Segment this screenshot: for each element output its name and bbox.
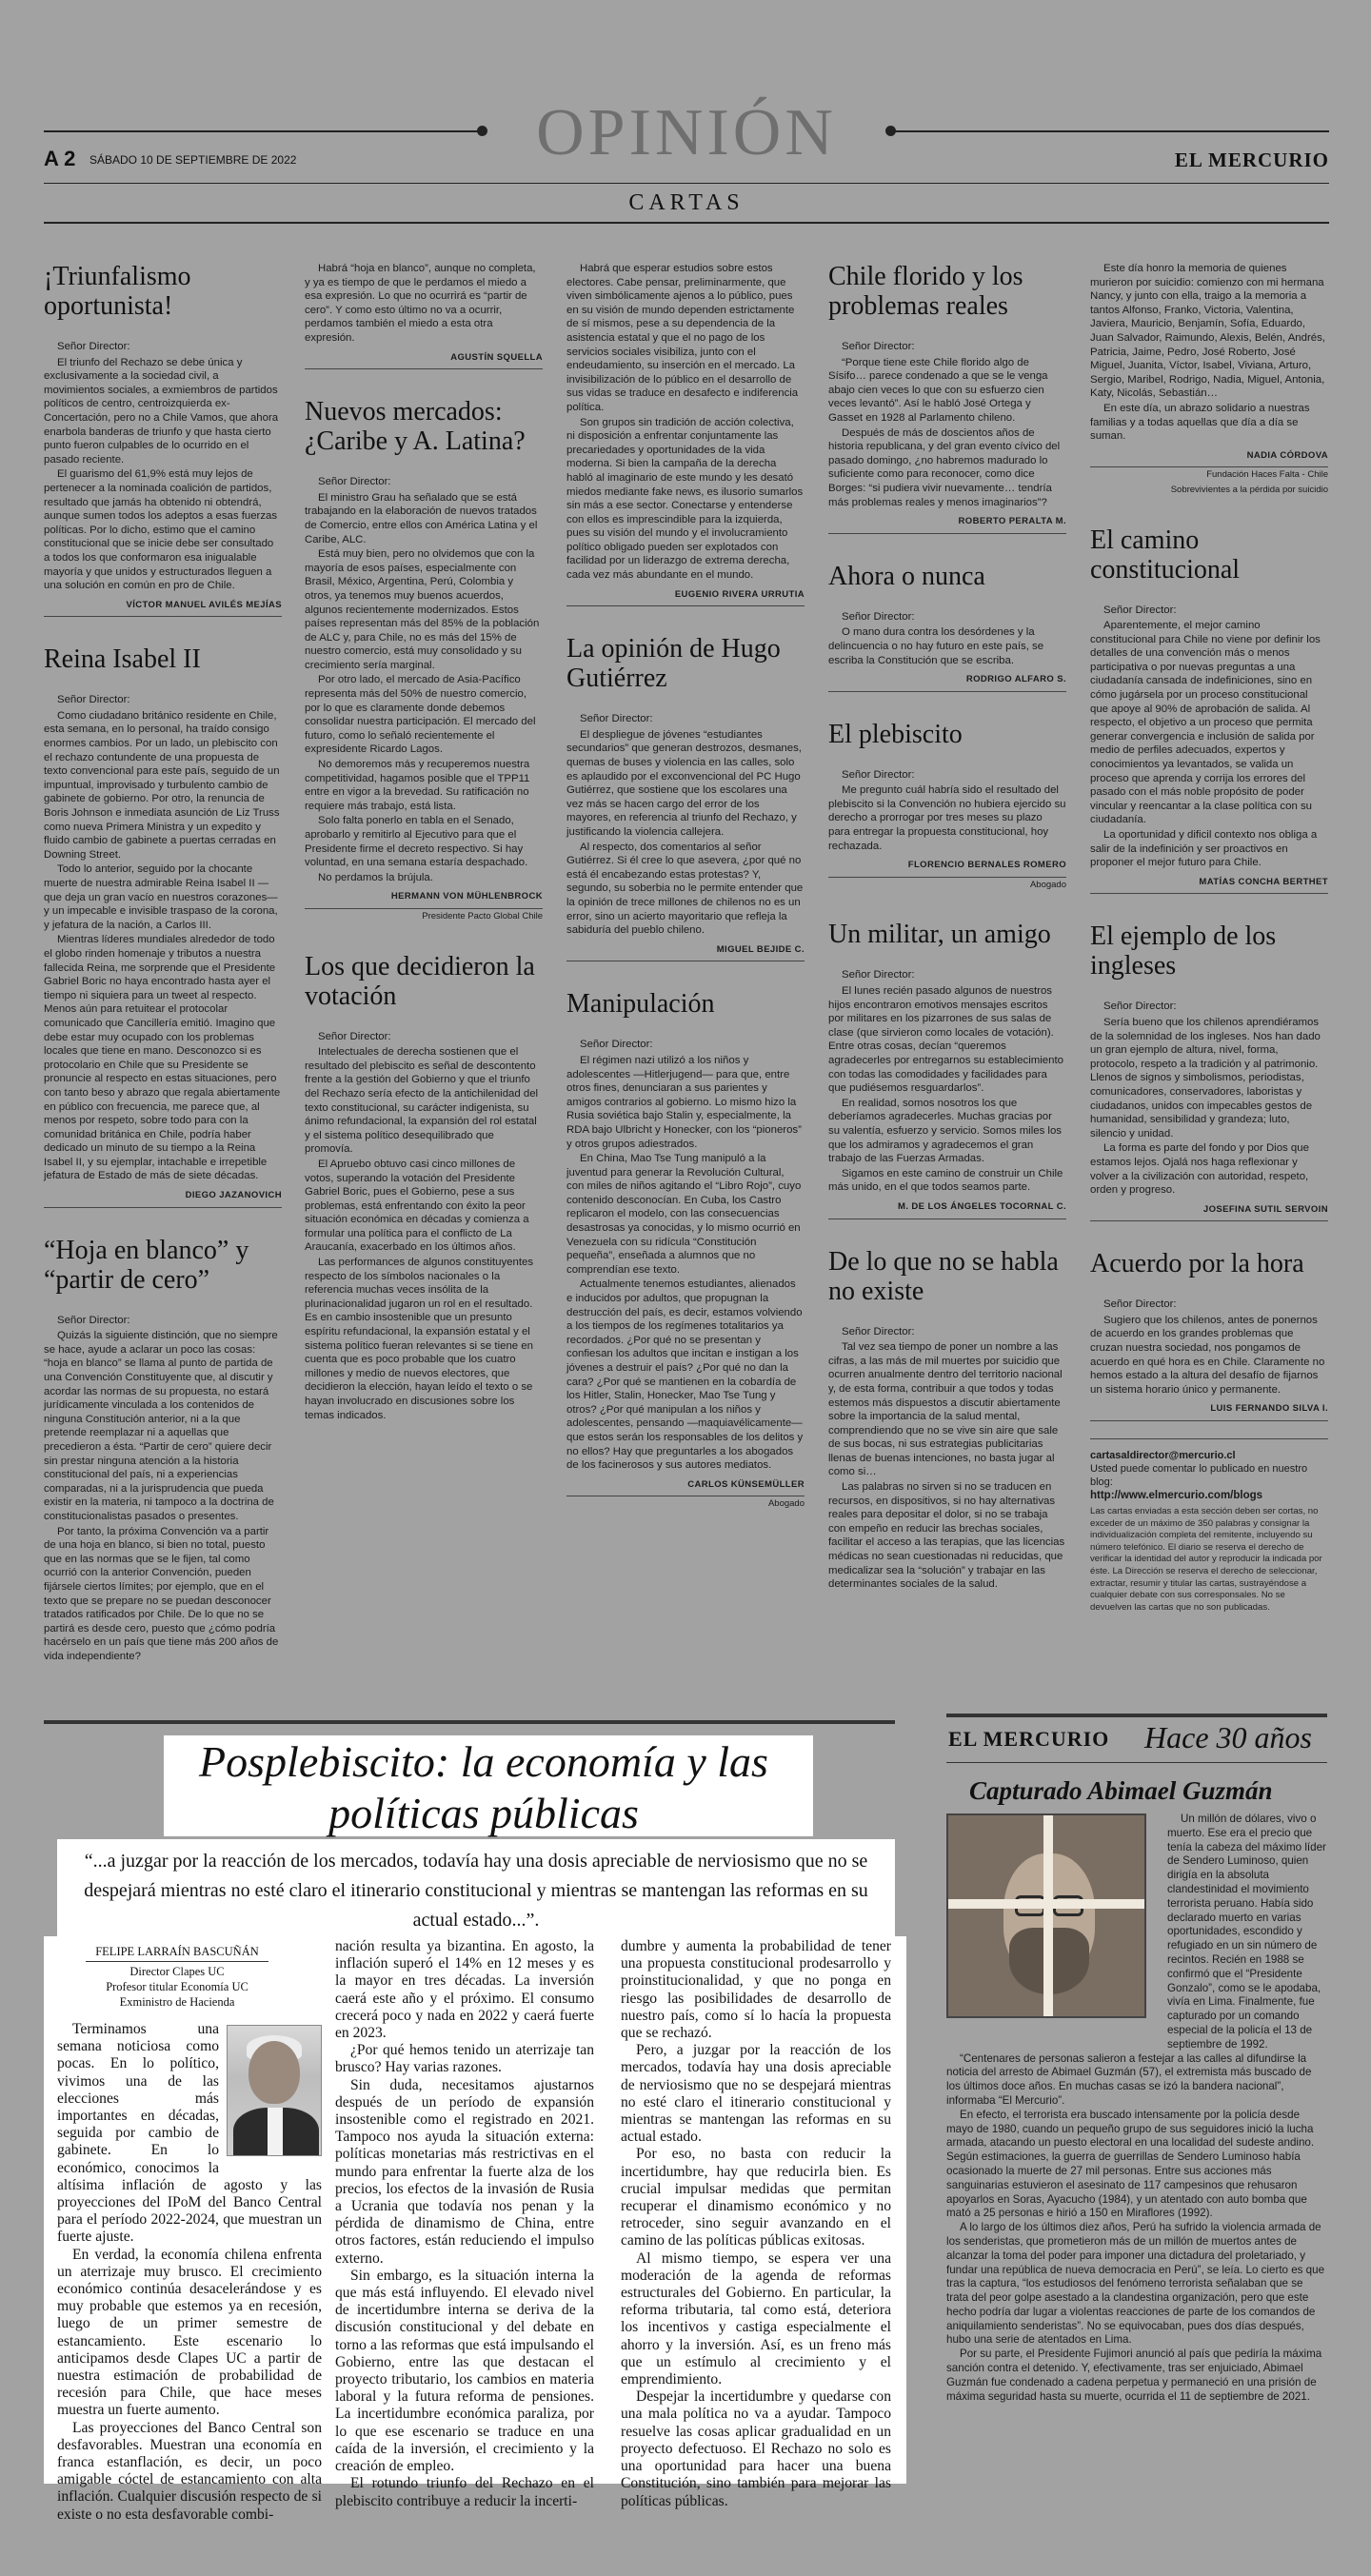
letter-noexiste xyxy=(828,1247,1066,1592)
letter-signature: JOSEFINA SUTIL SERVOIN xyxy=(1090,1203,1328,1222)
bottom-section-rule xyxy=(44,1720,895,1724)
page-number: A 2 xyxy=(44,147,76,170)
column-text-2 xyxy=(335,1938,594,2510)
letters-column-5 xyxy=(1090,262,1328,1614)
letter-paragraph: El Apruebo obtuvo casi cinco millones de votos, superando la votación del Presidente Gabriel Boric, pues el Gobierno, pese a sus problemas, está enfrentando con éxito la peor situación económica en décadas y comienza a formular una política para el conflicto de La Araucanía, exacerbado en los últimos años. xyxy=(305,1158,529,1254)
letter-triunfalismo xyxy=(44,262,282,617)
h30-paragraph: A lo largo de los últimos diez años, Perú ha sufrido la violencia armada de los senderistas, que prometieron más de un millón de muertos antes de alcanzar la toma del poder para imponer una dictadura del proletariado, y fundar una república de nueva democracia en Perú”, se leía. Lo cierto es que tras la captura, “los estudiosos del fenómeno terrorista señalaban que se trata del peor golpe asestado a la clandestina organización, pero que este hecho podría dar lugar a violentas reacciones de parte de los comandos de aniquilamiento senderistas”. No se equivocaban, pues dos días después, hubo una serie de atentados en Lima. xyxy=(946,2221,1325,2347)
letter-signature: EUGENIO RIVERA URRUTIA xyxy=(566,588,805,607)
letter-paragraph: Sigamos en este camino de construir un Chile más unido, en el que todos seamos parte. xyxy=(828,1167,1063,1194)
letter-signature: AGUSTÍN SQUELLA xyxy=(305,351,543,370)
letter-title: El camino constitucional xyxy=(1090,525,1241,585)
letter-signature: CARLOS KÜNSEMÜLLER xyxy=(566,1478,805,1497)
column-text-3 xyxy=(621,1938,891,2510)
letter-paragraph: La oportunidad y dificil contexto nos obliga a salir de la indefinición y ser proactivos en proponer el mejor futuro para Chile. xyxy=(1090,829,1318,869)
letter-salutation: Señor Director: xyxy=(57,694,130,706)
letter-paragraph: Intelectuales de derecha sostienen que el resultado del plebiscito es señal de descontento frente a la gestión del Gobierno y que el triunfo del Rechazo sería efecto de la antichilenidad del texto constitucional, su carácter indigenista, su ánimo refundacional, la expansión del rol estatal y el sistema político desequilibrado que promovía. xyxy=(305,1046,539,1156)
hace-30-anos-box xyxy=(946,1714,1327,2403)
letter-paragraph: Tal vez sea tiempo de poner un nombre a las cifras, a las más de mil muertes por suicidio que ocurren anualmente dentro del territorio nacional y, de esta forma, contribuir a que todos y todas estemos más dispuestos a discutir abiertamente sobre la importancia de la salud mental, comprendiendo que no se vive sin aire que sale de sus bocas, ni sus estrategias publicitarias llenas de buenas intenciones, no basta jugar al como si… xyxy=(828,1341,1063,1478)
letter-salutation: Señor Director: xyxy=(842,610,915,623)
masthead-rule-right xyxy=(891,130,1329,132)
column-paragraph: Terminamos una semana noticiosa como pocas. En lo político, vivimos una de las elecciones más importantes en décadas, seguida por cambio de gabinete. En lo económico, conocimos la altísima inflación de agosto y las proyecciones del IPoM del Banco Central para el período 2022-2024, que muestran un fuerte ajuste. xyxy=(57,2021,322,2246)
letter-paragraph: Las palabras no sirven si no se traducen en recursos, en dispositivos, si no hay alternativas reales para depositar el dolor, si no se trabaja con empeño en reducir las brechas sociales, facilitar el acceso a las terapias, que las licencias médicas no sean cuestionadas ni reducidas, que medicalizar sea la “solución” y trabajar en las determinantes sociales de la salud. xyxy=(828,1481,1065,1591)
column-paragraph: Por eso, no basta con reducir la incertidumbre, hay que reducirla bien. Es crucial impulsar medidas que permitan recuperar el dinamismo económico y no retroceder, sino seguir avanzando en el camino de las políticas públicas exitosas. xyxy=(621,2146,891,2249)
column-paragraph: Despejar la incertidumbre y quedarse con una mala política no va a ayudar. Tampoco resuelve las cosas aplicar gradualidad en un proyecto defectuoso. El Rechazo no solo es una oportunidad para hacer una buena Constitución, sino también para mejorar las políticas públicas. xyxy=(621,2388,891,2509)
letter-signature: M. DE LOS ÁNGELES TOCORNAL C. xyxy=(828,1200,1066,1219)
letter-signature: MATÍAS CONCHA BERTHET xyxy=(1090,876,1328,895)
letter-salutation: Señor Director: xyxy=(318,1030,391,1042)
letter-paragraph: Me pregunto cuál habría sido el resultado del plebiscito si la Convención no hubiera ejercido su derecho a prorrogar por tres meses su plazo para entregar la propuesta constitucional, hoy rechazada. xyxy=(828,784,1066,852)
letter-salutation: Señor Director: xyxy=(57,1314,130,1326)
h30-rule-top xyxy=(946,1714,1327,1717)
letters-column-3 xyxy=(566,262,805,1513)
letter-title: Reina Isabel II xyxy=(44,644,201,675)
letter-signature: NADIA CÓRDOVA xyxy=(1090,449,1328,468)
letter-paragraph: Las performances de algunos constituyentes respecto de los símbolos nacionales o la referencia muchas veces insólita de la plurinacionalidad jugaron un rol en el resultado. Es en cambio insostenible que un presunto espíritu refundacional, la expansión estatal y el sistema político fueran relevantes si se tiene en cuenta que es poco probable que los cuatro millones y medio de nuevos electores, que decidieron la elección, hayan leído el texto o se hayan involucrado en discusiones sobre los temas indicados. xyxy=(305,1257,534,1421)
column-paragraph: Las proyecciones del Banco Central son desfavorables. Muestran una economía en franca estanflación, es decir, un poco amigable cóctel de estancamiento con alta inflación. Cualquier discusión respecto de si existe o no esta desfavorable combi- xyxy=(57,2419,322,2523)
letter-paragraph: Habrá que esperar estudios sobre estos electores. Cabe pensar, preliminarmente, que viven simbólicamente ajenos a lo público, pues en su visión de mundo dependen estrictamente de sí mismos, pese a su dependencia de la asistencia estatal y que el no pago de los servicios sociales visibiliza, junto con el endeudamiento, su inserción en el mercado. La invisibilización de lo público en el desarrollo de sus vidas se traduce en desafecto e indiferencia política. xyxy=(566,263,799,413)
letter-paragraph: No demoremos más y recuperemos nuestra competitividad, hagamos posible que el TPP11 entre en vigor a la brevedad. Su ratificación no requiere más trabajo, está lista. xyxy=(305,759,530,812)
h30-body xyxy=(946,1813,1327,2404)
letter-paragraph: El ministro Grau ha señalado que se está trabajando en la elaboración de nuevos tratados de Comercio, entre ellos con América Latina y el Caribe, ALC. xyxy=(305,491,538,545)
letter-title: Manipulación xyxy=(566,989,715,1020)
letter-title: El plebiscito xyxy=(828,719,963,749)
letters-policy: Las cartas enviadas a esta sección deben ser cortas, no exceder de un máximo de 350 palabras y consignar la individualización completa del remitente, incluyendo su número telefónico. El diario se reserva el derecho de verificar la identidad del autor y reproducir la indicada por éste. La Dirección se reserva el derecho de seleccionar, extractar, resumir y titular las cartas, sustrayéndose a cualquier debate con sus corresponsales. No se devuelven las cartas que no son publicadas. xyxy=(1090,1506,1322,1613)
letter-signature: MIGUEL BEJIDE C. xyxy=(566,943,805,962)
letter-salutation: Señor Director: xyxy=(1103,1001,1177,1013)
letters-column-4 xyxy=(828,262,1066,1593)
blog-intro: Usted puede comentar lo publicado en nuestro blog: xyxy=(1090,1463,1308,1489)
letter-signature: HERMANN VON MÜHLENBROCK xyxy=(305,890,543,909)
letters-email-link[interactable]: cartasaldirector@mercurio.cl xyxy=(1090,1450,1236,1462)
letter-title: “Hoja en blanco” y “partir de cero” xyxy=(44,1235,249,1295)
letter-title: La opinión de Hugo Gutiérrez xyxy=(566,634,781,694)
h30-banner xyxy=(946,1720,1327,1758)
column-author xyxy=(86,1944,268,2010)
letter-title: Los que decidieron la votación xyxy=(305,951,535,1011)
letter-title: El ejemplo de los ingleses xyxy=(1090,921,1277,981)
letter-paragraph: En realidad, somos nosotros los que deberíamos agradecerles. Muchas gracias por su valentía, esfuerzo y servicio. Somos miles los que los admiramos y agradecemos el gran trabajo de las Fuerzas Armadas. xyxy=(828,1097,1062,1165)
h30-paragraph: Un millón de dólares, vivo o muerto. Ese era el precio que tenía la cabeza del máximo líder de Sendero Luminoso, quien dirigía en la absoluta clandestinidad el movimiento terrorista peruano. Había sido declarado muerto en varias oportunidades, escondido y refugiado en un sin número de recintos. Recién en 1988 se confirmó que el “Presidente Gonzalo”, como se le apodaba, vivía en Lima. Finalmente, fue capturado por un comando especial de la policía el 13 de septiembre de 1992. xyxy=(1167,1813,1326,2051)
letter-paragraph: Aparentemente, el mejor camino constitucional para Chile no viene por definir los detalles de una convención más o menos participativa o por nuevas preguntas a una ciudadanía cansada de indefiniciones, sino en cómo jugársela por un proceso constitucional que apoye al 90% de aprobación de salida. Al respecto, el objetivo a un proceso que permita generar convergencia e inclusión de salida por medio de perfiles adecuados, expertos y conocimientos ya levantados, se valida un proceso que aprenda y corrija los errores del pasado con el más noble propósito de poder vincular y reencantar a la clase política con su ciudadanía. xyxy=(1090,620,1321,826)
letter-florido xyxy=(828,262,1066,534)
section-title: OPINIÓN xyxy=(536,96,837,169)
letter-title: Un militar, un amigo xyxy=(828,920,1051,950)
letter-signature-role: Presidente Pacto Global Chile xyxy=(422,910,543,921)
letter-signature-role: Fundación Haces Falta - Chile xyxy=(1206,469,1328,481)
letter-signature: LUIS FERNANDO SILVA I. xyxy=(1090,1402,1328,1421)
letter-paragraph: Actualmente tenemos estudiantes, alienados e inducidos por adultos, que propugnan la destrucción del país, es decir, estamos volviendo a los tiempos de los regímenes totalitarios ya recordados. ¿Por qué no se presentan y confiesan los adultos que incitan e instigan a los jóvenes a destruir el país? ¿Por qué no dan la cara? ¿Por qué se mantienen en la cobardía de los Hitler, Stalin, Honecker, Mao Tse Tung y otros? ¿Por qué manipulan a los niños y adolescentes, pensando —maquiavélicamente— que estos serán los responsables de los delitos y no ellos? Hay que preguntarles a los abogados de los facinerosos y sus autores mediatos. xyxy=(566,1278,804,1472)
letter-ingleses xyxy=(1090,921,1328,1221)
letter-signature: FLORENCIO BERNALES ROMERO xyxy=(828,859,1066,878)
letter-paragraph: Habrá “hoja en blanco”, aunque no completa, y ya es tiempo de que le perdamos el miedo a esa expresión. Lo que no ocurrirá es “partir de cero”. Y como esto último no va a ocurrir, perdamos también el miedo a esta otra expresión. xyxy=(305,263,536,344)
newspaper-name: EL MERCURIO xyxy=(1174,149,1329,171)
letter-gutierrez xyxy=(566,634,805,961)
letter-plebiscito xyxy=(828,720,1066,893)
letter-paragraph: Por tanto, la próxima Convención va a partir de una hoja en blanco, si bien no total, puesto que en las normas que se le fijen, tal como ocurrió con la anterior Convención, pueden fijársele ciertos límites; por ejemplo, que en el texto que se prepare no se puedan desconocer tratados ratificados por Chile. De lo que no se partirá es desde cero, puesto que ¿cómo podría hacérselo en un país que tiene más 200 años de vida independiente? xyxy=(44,1525,279,1662)
letter-paragraph: “Porque tiene este Chile florido algo de Sísifo… parece condenado a que se le venga abajo cien veces lo que con su esfuerzo cien veces levantó”. Así le habló José Ortega y Gasset en 1928 al Parlamento chileno. xyxy=(828,356,1048,424)
column-paragraph: Al mismo tiempo, se espera ver una moderación de la agenda de reformas estructurales del Gobierno. En particular, la reforma tributaria, tal como está, deteriora los incentivos y castiga especialmente el ahorro y la inversión. Así, es un freno más que un estímulo al crecimiento y el emprendimiento. xyxy=(621,2249,891,2388)
letter-paragraph: Solo falta ponerlo en tabla en el Senado, aprobarlo y remitirlo al Ejecutivo para que el Presidente firme el decreto respectivo. Si hay voluntad, en una semana estaría despachado. xyxy=(305,815,528,869)
letter-militar xyxy=(828,920,1066,1219)
h30-rule-bottom xyxy=(946,1762,1327,1763)
letter-signature: ROBERTO PERALTA M. xyxy=(828,515,1066,534)
letter-acuerdo xyxy=(1090,1249,1328,1421)
letter-salutation: Señor Director: xyxy=(842,341,915,352)
author-role: Director Clapes UC xyxy=(129,1965,225,1978)
letter-paragraph: Mientras líderes mundiales alrededor de todo el globo rinden homenaje y tributos a nuestra fallecida Reina, me sorprende que el Presidente Gabriel Boric no haya encontrado hasta ayer el tiempo ni siquiera para un tweet al respecto. Menos aún para retuitear el protocolar comunicado que Cancillería emitió. Imagino que debe estar muy ocupado con los problemas locales que tiene en mano. Desconozco si es protocolario en Chile que su Presidente se pronuncie al respecto en estas situaciones, pero con tanto beso y abrazo que regala abiertamente en público con frecuencia, me parece que, al menos por respeto, sobre todo para con la comunidad británica en Chile, podría haber dedicado un minuto de su tiempo a la Reina Isabel II, y su ejemplar, intachable e irrepetible jefatura de Estado de más de siete décadas. xyxy=(44,934,281,1182)
letter-paragraph: El despliegue de jóvenes “estudiantes secundarios” que generan destrozos, desmanes, quemas de buses y violencia en las calles, solo es aplaudido por el exconvencional del PC Hugo Gutiérrez, que sostiene que los escolares una vez más se hacen cargo del error de los mayores, en referencia al triunfo del Rechazo, y justificando la violencia callejera. xyxy=(566,728,802,838)
letter-title: Chile florido y los problemas reales xyxy=(828,262,1023,321)
letter-paragraph: No perdamos la brújula. xyxy=(318,871,433,883)
column-paragraph: El rotundo triunfo del Rechazo en el plebiscito contribuye a reducir la incerti- xyxy=(335,2475,594,2509)
letter-paragraph: Al respecto, dos comentarios al señor Gutiérrez. Si él cree lo que asevera, ¿por qué no está él encabezando estas protestas? Y, segundo, su soberbia no le permite entender que la opinión de trece millones de chilenos no es un error, sino un acierto mayoritario que refleja la sabiduría del pueblo chileno. xyxy=(566,841,804,937)
letter-paragraph: Por otro lado, el mercado de Asia-Pacífico representa más del 50% de nuestro comercio, por lo que es claramente donde debemos consolidar nuestra participación. El mercado del futuro, como lo señaló recientemente el expresidente Ricardo Lagos. xyxy=(305,674,536,756)
column-paragraph: Sin embargo, es la situación interna la que más está influyendo. El elevado nivel de incertidumbre interna se deriva de la discusión constitucional y del debate en torno a las reformas que está impulsando el Gobierno, entre las que destacan el proyecto tributario, los cambios en materia laboral y la futura reforma de pensiones. La incertidumbre económica paraliza, por lo que ese escenario se traduce en una caída de la inversión, el crecimiento y la creación de empleo. xyxy=(335,2267,594,2475)
section-rule-top xyxy=(44,183,1329,184)
column-paragraph: En verdad, la economía chilena enfrenta un aterrizaje muy brusco. El crecimiento económico continúa desacelerándose y es muy probable que estemos ya en recesión, luego de un primer semestre de estancamiento. Este escenario lo anticipamos desde Clapes UC a partir de nuestra estimación de probabilidad de recesión para Chile, que hace meses muestra un fuerte aumento. xyxy=(57,2246,322,2419)
letter-paragraph: Sería bueno que los chilenos aprendiéramos de la solemnidad de los ingleses. Nos han dado un gran ejemplo de altura, nivel, forma, protocolo, respeto a la tradición y al patrimonio. Llenos de signos y simbolismos, periodistas, comunicadores, conservadores, laboristas y ciudadanos, unidos con impecables gestos de humanidad, sensibilidad y grandeza; luto, silencio y unidad. xyxy=(1090,1016,1321,1139)
letter-salutation: Señor Director: xyxy=(318,476,391,488)
subsection-title: CARTAS xyxy=(628,190,745,215)
masthead xyxy=(44,88,1329,230)
letter-paragraph: La forma es parte del fondo y por Dios que estamos lejos. Ojalá nos haga reflexionar y volver a la civilización con autoridad, respeto, orden y progreso. xyxy=(1090,1142,1309,1197)
issue-date: SÁBADO 10 DE SEPTIEMBRE DE 2022 xyxy=(89,153,297,167)
column-text-1 xyxy=(57,2021,322,2524)
h30-paper-name: EL MERCURIO xyxy=(948,1727,1110,1751)
h30-paragraph: Por su parte, el Presidente Fujimori anunció al país que pediría la máxima sanción contra el detenido. Y, efectivamente, tras ser enjuiciado, Abimael Guzmán fue condenado a cadena perpetua y permaneció en una prisión de máxima seguridad hasta su muerte, ocurrida el 11 de septiembre de 2021. xyxy=(946,2348,1322,2403)
letter-camino xyxy=(1090,525,1328,895)
letter-paragraph: Después de más de doscientos años de historia republicana, y del gran evento cívico del pasado domingo, ¿no habremos madurado lo suficiente como para reconocer, como dice Borges: “si pudiera vivir nuevamente… tendría más problemas reales y menos imaginarios”? xyxy=(828,426,1061,508)
letter-paragraph: Este día honro la memoria de quienes murieron por suicidio: comienzo con mi hermana Nancy, y junto con ella, traigo a la memoria a tantos Alfonso, Franko, Victoria, Valentina, Javiera, Mauricio, Benjamín, Sofía, Eduardo, Juan Salvador, Raimundo, Alexis, Belén, Andrés, Patricia, Jaime, Pedro, José Roberto, José Miguel, Juanita, Víctor, Isabel, Viviana, Arturo, Sergio, Maribel, Rodrigo, Nadia, Miguel, Antonia, Katy, Nicolás, Sebastián… xyxy=(1090,263,1325,400)
letter-mercados xyxy=(305,397,543,923)
column-paragraph: ¿Por qué hemos tenido un aterrizaje tan brusco? Hay varias razones. xyxy=(335,2042,594,2076)
letter-title: Ahora o nunca xyxy=(828,561,985,591)
author-role: Profesor titular Economía UC xyxy=(106,1980,248,1993)
column-paragraph: Sin duda, necesitamos ajustarnos después de un período de expansión insostenible como el registrado en 2021. Tampoco nos ayuda la situación externa: políticas monetarias más restrictivas en el mundo para enfrentar la fuerte alza de los precios, los efectos de la invasión de Rusia a Ucrania que todavía nos penan y la pérdida de dinamismo de China, entre otros factores, están reduciendo el impulso externo. xyxy=(335,2076,594,2267)
letter-signature-role: Sobrevivientes a la pérdida por suicidio xyxy=(1170,484,1328,495)
letter-salutation: Señor Director: xyxy=(842,1325,915,1338)
letter-hoja xyxy=(44,1236,282,1664)
section-rule-bottom xyxy=(44,222,1329,224)
letter-paragraph: Está muy bien, pero no olvidemos que con la mayoría de esos países, especialmente con Brasil, México, Argentina, Perú, Colombia y otros, ya tenemos muy buenos acuerdos, algunos recientemente modernizados. Estos países representan más del 85% de la población de ALC y, para Chile, no es más del 15% de nuestro comercio, está muy consolidado y su crecimiento sería marginal. xyxy=(305,548,540,671)
author-photo xyxy=(227,2025,322,2156)
letter-salutation: Señor Director: xyxy=(842,768,915,781)
letters-column-1 xyxy=(44,262,282,1665)
letter-paragraph: Como ciudadano británico residente en Chile, esta semana, en lo personal, ha traído consigo enormes cambios. Por un lado, un plebiscito con el rechazo contundente de una propuesta de texto convencional para este país, seguido de un impuntual, improvisado y turbulento cambio de gabinete de gobierno. Por otro, la renuncia de Boris Johnson e inmediata asunción de Liz Truss como nueva Primera Ministra y un expedito y fluido cambio de gabinete a puertas cerradas en Downing Street. xyxy=(44,709,280,861)
letter-signature-role: Abogado xyxy=(1029,879,1066,890)
column-paragraph: Pero, a juzgar por la reacción de los mercados, todavía hay una dosis apreciable de nerviosismo que no se despejará mientras no esté claro el itinerario constitucional y mientras se mantengan las reformas en su actual estado. xyxy=(621,2042,891,2146)
letter-reina xyxy=(44,644,282,1207)
contact-box xyxy=(1090,1449,1328,1614)
column-paragraph: dumbre y aumenta la probabilidad de tener una propuesta constitucional prodesarrollo y proinstitucionalidad, y que no ponga en riesgo las posibilidades de desarrollo de nuestro país, como sí lo hacía la propuesta que se rechazó. xyxy=(621,1938,891,2042)
letter-salutation: Señor Director: xyxy=(580,1039,653,1051)
letter-title: ¡Triunfalismo oportunista! xyxy=(44,262,191,321)
letter-paragraph: O mano dura contra los desórdenes y la delincuencia o no hay futuro en este país, se escriba la Constitución que se escriba. xyxy=(828,626,1044,666)
letter-signature: DIEGO JAZANOVICH xyxy=(44,1189,282,1208)
letter-salutation: Señor Director: xyxy=(580,713,653,725)
h30-title: Capturado Abimael Guzmán xyxy=(969,1776,1273,1805)
h30-paragraph: “Centenares de personas salieron a festejar a las calles al difundirse la noticia del arresto de Abimael Guzmán (57), el extremista más buscado de los últimos doce años. En muchas casas se izó la bandera nacional”, informaba “El Mercurio”. xyxy=(946,2051,1312,2107)
letter-salutation: Señor Director: xyxy=(1103,1298,1177,1311)
contact-divider xyxy=(1090,1438,1328,1439)
letter-signature: VÍCTOR MANUEL AVILÉS MEJÍAS xyxy=(44,599,282,618)
letter-paragraph: El guarismo del 61,9% está muy lejos de pertenecer a la nominada coalición de partidos, resultado que jamás ha obtenido ni obtendrá, aunque sumen todos los adeptos a esas fuerzas políticas. Por lo dicho, estimo que el camino constitucional que se inicie debe ser consultado a todos los que conformaron esa inigualable mayoría y que unidos y estructurados lleguen a una solución en común en pro de Chile. xyxy=(44,468,278,592)
letter-paragraph: Quizás la siguiente distinción, que no siempre se hace, ayude a aclarar un poco las cosas: “hoja en blanco” se llama al punto de partida de una Convención Constituyente que, al discutir y acordar las normas de su propuesta, no estará jurídicamente vinculada a los contenidos de ninguna Constitución anterior, ni a la que pretende reemplazar ni a aquellas que precedieron a ésta. “Partir de cero” quiere decir sin prestar ninguna atención a la historia constitucional del país, ni a experiencias comparadas, ni a la jurisprudencia que pueda existir en la materia, ni tampoco a la doctrina de constitucionalistas pasados o presentes. xyxy=(44,1330,278,1522)
author-name: FELIPE LARRAÍN BASCUÑÁN xyxy=(86,1944,268,1962)
letter-ahora xyxy=(828,562,1066,692)
letters-column-2 xyxy=(305,262,543,1423)
letter-salutation: Señor Director: xyxy=(57,341,130,352)
letter-paragraph: El lunes recién pasado algunos de nuestros hijos encontraron emotivos mensajes escritos por militares en los pizarrones de sus salas de clase (que sirvieron como locales de votación). Entre otras cosas, decían “queremos agradecerles por entregarnos su establecimiento con todas las comodidades y facilidades para que pudiésemos resguardarlos”. xyxy=(828,985,1063,1095)
letter-manipulacion xyxy=(566,989,805,1512)
letter-paragraph: Son grupos sin tradición de acción colectiva, ni disposición a enfrentar conjuntamente las precariedades y oportunidades de la vida moderna. Si bien la campaña de la derecha habló al imaginario de este mundo y les desató miedos mediante fake news, es ilusorio sumarlos sin más a ese sector. Conectarse y entenderse con ellos es imprescindible para la izquierda, pues su visión del mundo y el involucramiento político obligado pueden ser explotados con facilidad por un liderazgo de extrema derecha, cada vez más abundante en el mundo. xyxy=(566,416,804,582)
column-headline: Posplebiscito: la economía y las políticas públicas xyxy=(199,1737,768,1837)
letter-salutation: Señor Director: xyxy=(1103,604,1177,616)
h30-paragraph: En efecto, el terrorista era buscado intensamente por la policía desde mayo de 1980, cuando un pequeño grupo de sus seguidores inició la lucha armada, atacando un puesto electoral en una localidad del sudeste andino. Según estimaciones, la guerra de guerrillas de Sendero Luminoso había ocasionado la muerte de 27 mil personas. Entre sus acciones más sanguinarias estuvieron el asesinato de 117 campesinos que rehusaron apoyarlos en Soras, Ayacucho (1984), y un atentado con auto bomba que mató a 25 personas e hirió a 150 en Miraflores (1992). xyxy=(946,2108,1315,2220)
letter-title: Nuevos mercados: ¿Caribe y A. Latina? xyxy=(305,397,526,457)
letter-title: Acuerdo por la hora xyxy=(1090,1249,1304,1279)
letter-title: De lo que no se habla no existe xyxy=(828,1246,1059,1306)
letter-paragraph: El régimen nazi utilizó a los niños y adolescentes —Hitlerjugend— para que, entre otros fines, denunciaran a sus parientes y amigos contrarios al gobierno. Lo mismo hizo la Rusia soviética bajo Stalin y, especialmente, la RDA bajo Ulbricht y Honecker, con los “pioneros” y otros grupos adiestrados. xyxy=(566,1054,802,1150)
letter-paragraph: En este día, un abrazo solidario a nuestras familias y a todas aquellas que día a día se suman. xyxy=(1090,402,1310,443)
letter-paragraph: Sugiero que los chilenos, antes de ponernos de acuerdo en los grandes problemas que cruzan nuestra sociedad, nos pongamos de acuerdo en qué hora es en Chile. Claramente no hemos estado a la altura del desafío de fijarnos un sistema horario único y permanente. xyxy=(1090,1314,1325,1396)
letter-decidieron xyxy=(305,952,543,1423)
letter-paragraph: El triunfo del Rechazo se debe única y exclusivamente a la sociedad civil, a movimientos sociales, a exmiembros de partidos políticos de centro, centroizquierda ex-Concertación, pero no a Chile Vamos, que ahora enarbola banderas de triunfo y que hasta cierto punto fueron culpables de lo ocurrido en el pasado reciente. xyxy=(44,356,279,466)
letter-salutation: Señor Director: xyxy=(842,969,915,981)
blog-url-link[interactable]: http://www.elmercurio.com/blogs xyxy=(1090,1490,1263,1502)
h30-tag: Hace 30 años xyxy=(1144,1720,1312,1754)
column-pull-quote: “...a juzgar por la reacción de los mercados, todavía hay una dosis apreciable de nerviosismo que no se despejará mientras no esté claro el itinerario constitucional y mientras se mantengan las reformas en su actual estado...”. xyxy=(84,1851,868,1931)
letter-signature: RODRIGO ALFARO S. xyxy=(828,673,1066,692)
column-paragraph: nación resulta ya bizantina. En agosto, la inflación superó el 14% en 12 meses y es la mayor en tres décadas. La inversión caerá este año y el próximo. El consumo crecerá poco y nada en 2022 y caerá fuerte en 2023. xyxy=(335,1938,594,2042)
letter-paragraph: En China, Mao Tse Tung manipuló a la juventud para generar la Revolución Cultural, con miles de niños agitando el “Libro Rojo”, cuyo contenido desconocían. En Cuba, los Castro replicaron el modelo, con las consecuencias desastrosas ya conocidas, y lo mismo ocurrió en Venezuela con su ridícula “Constitución pequeña”, enseñada a alumnos que no comprendían ese texto. xyxy=(566,1153,802,1276)
author-role: Exministro de Hacienda xyxy=(119,1995,235,2009)
letter-paragraph: Todo lo anterior, seguido por la chocante muerte de nuestra admirable Reina Isabel II —que deja un gran vacío en nuestros corazones— y un impecable e invisible traspaso de la corona, y jefatura de la nación, a Carlos III. xyxy=(44,863,278,931)
letter-signature-role: Abogado xyxy=(767,1498,805,1510)
